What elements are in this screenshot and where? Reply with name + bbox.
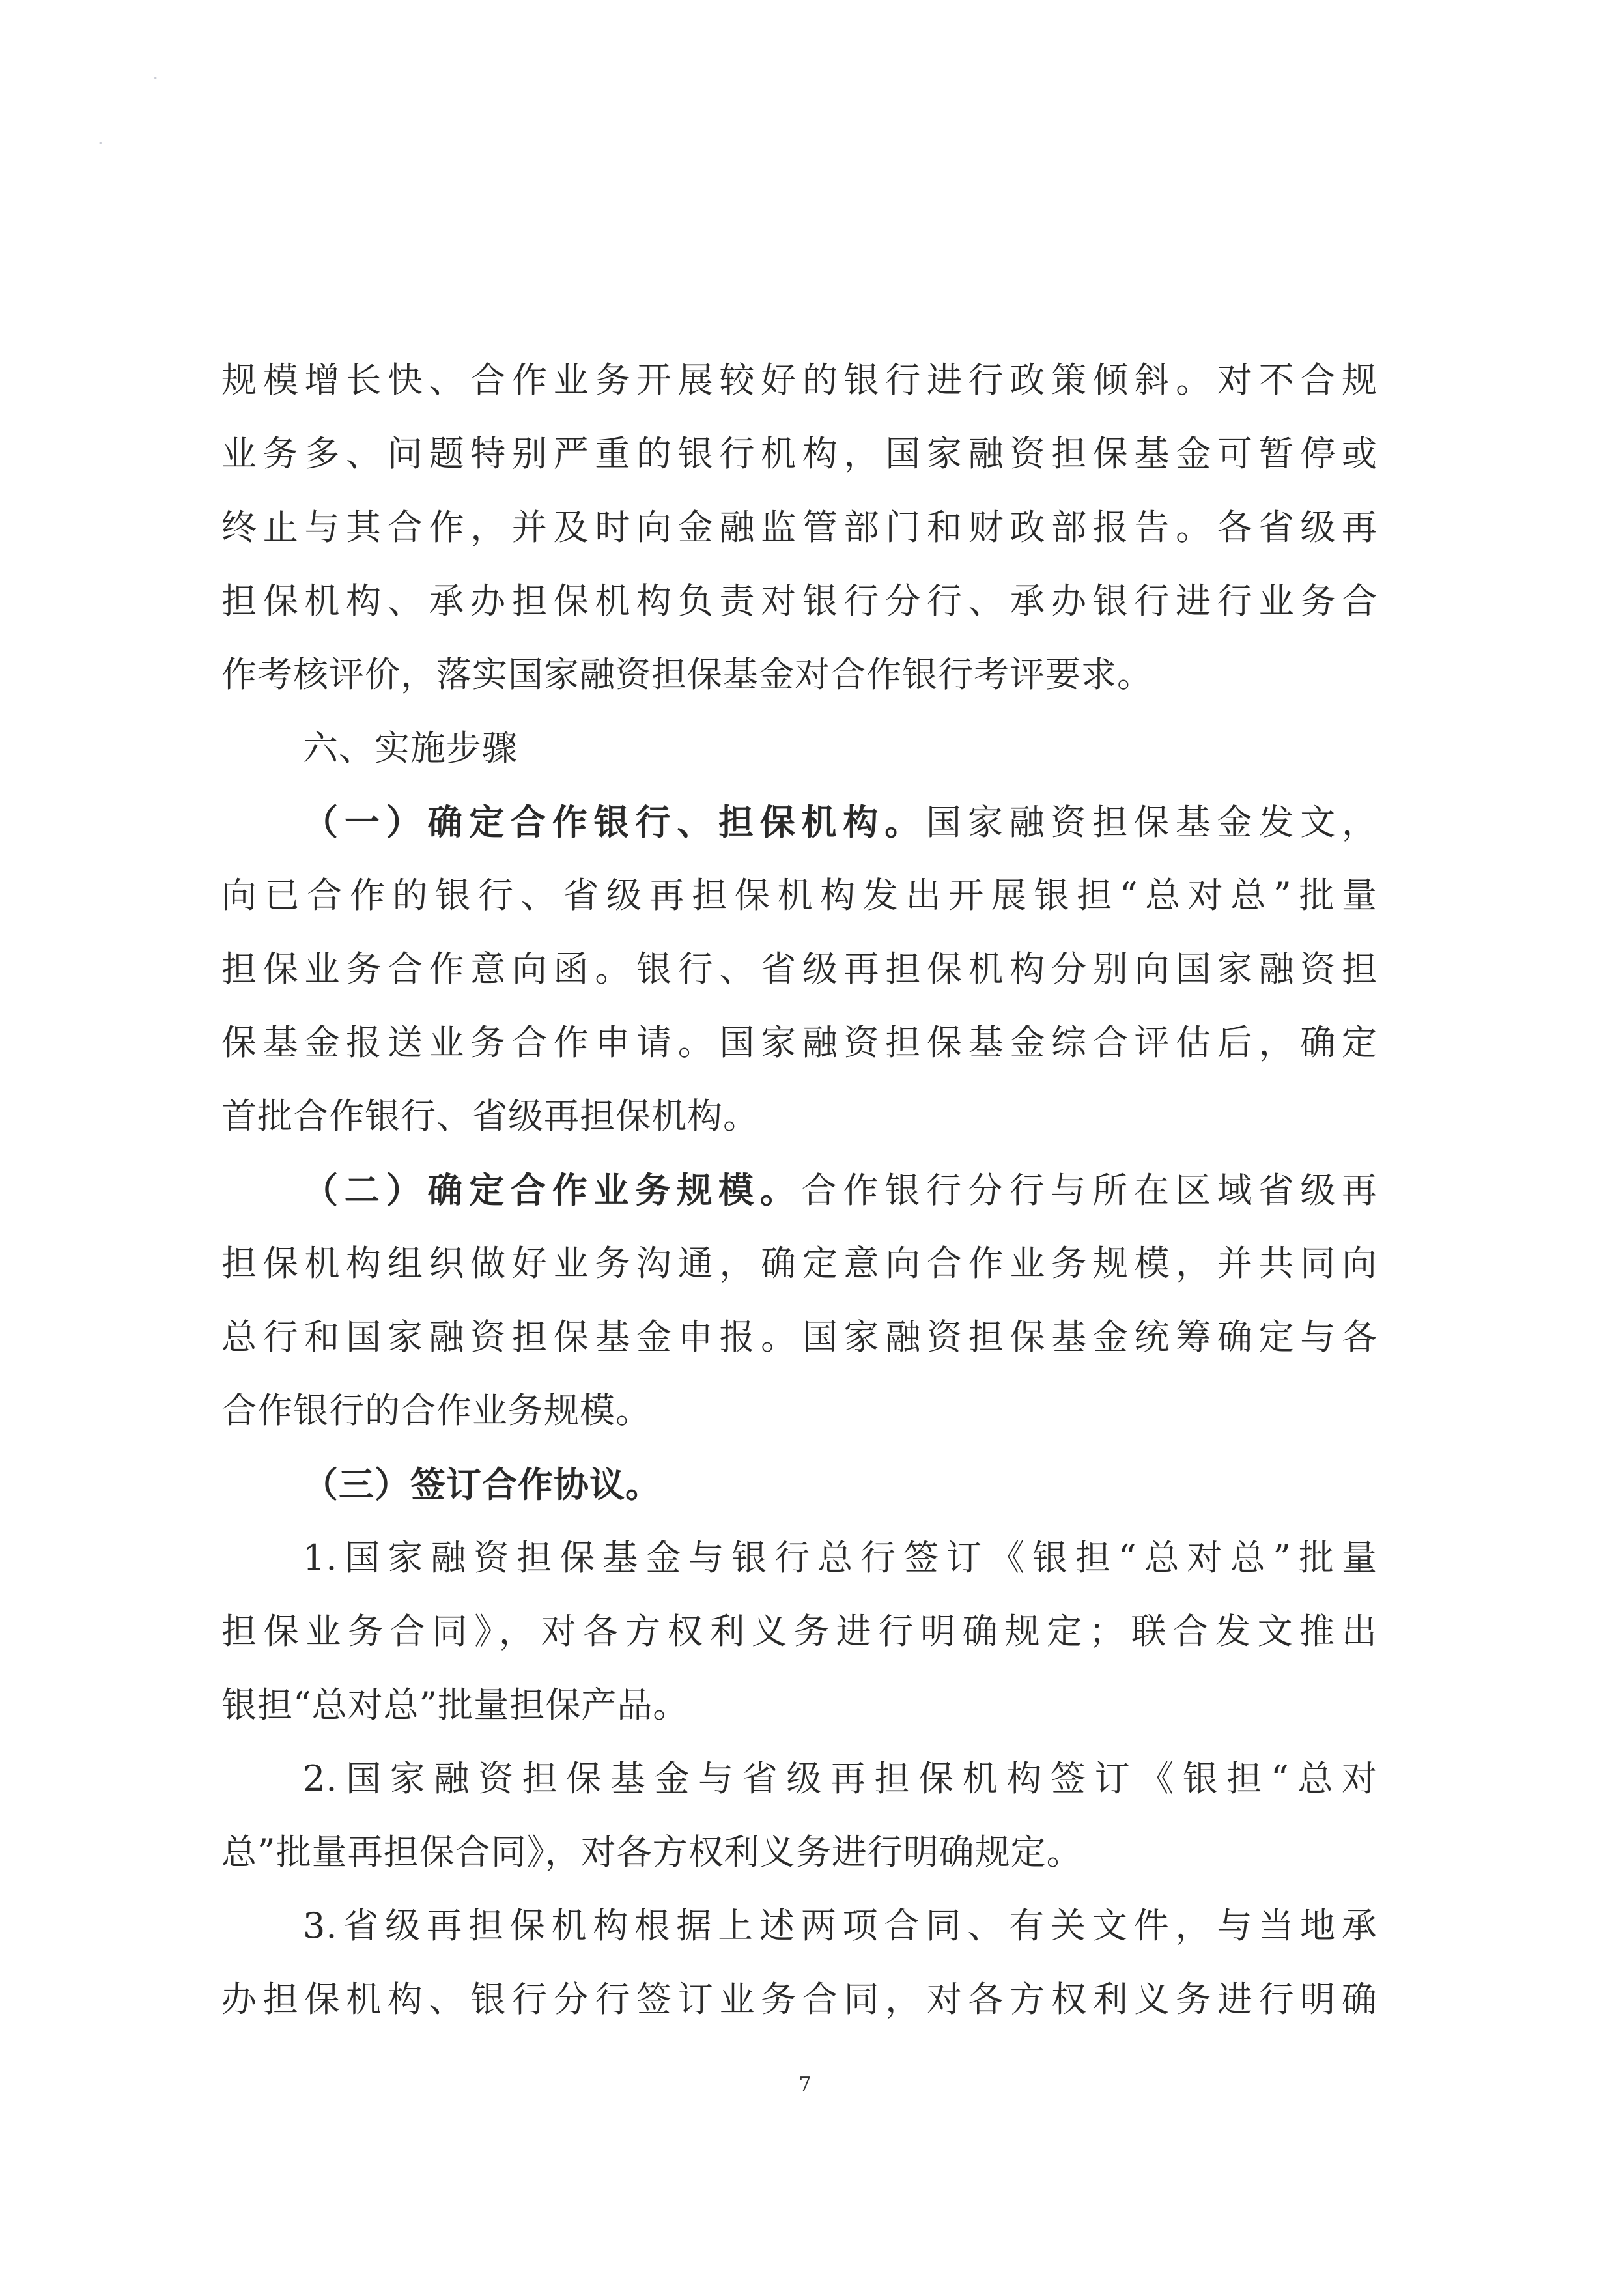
paragraph-line — [303, 801, 1377, 843]
paragraph-line: 向已合作的银行、省级再担保机构发出开展银担“总对总”批量 — [221, 875, 1377, 916]
paragraph-line: 总行和国家融资担保基金申报。国家融资担保基金统筹确定与各 — [221, 1316, 1377, 1357]
paragraph-line: 担保机构组织做好业务沟通，确定意向合作业务规模，并共同向 — [221, 1243, 1377, 1284]
paragraph-text: 国家融资担保基金发文， — [926, 802, 1377, 843]
list-item-line: 银担“总对总”批量担保产品。 — [221, 1684, 689, 1725]
scan-speck — [154, 77, 157, 79]
paragraph-line: 保基金报送业务合作申请。国家融资担保基金综合评估后，确定 — [221, 1022, 1377, 1063]
paragraph-line — [303, 1169, 1378, 1211]
scan-speck — [99, 142, 102, 144]
paragraph-line: 担保业务合作意向函。银行、省级再担保机构分别向国家融资担 — [221, 948, 1377, 989]
paragraph-line: 担保机构、承办担保机构负责对银行分行、承办银行进行业务合 — [221, 580, 1377, 621]
page-number: 7 — [798, 2073, 812, 2096]
subsection-heading: （二）确定合作业务规模。 — [303, 1169, 802, 1211]
subsection-heading: （三）签订合作协议。 — [303, 1464, 661, 1505]
paragraph-text: 合作银行分行与所在区域省级再 — [801, 1170, 1378, 1211]
list-item-line: 担保业务合同》，对各方权利义务进行明确规定；联合发文推出 — [221, 1611, 1377, 1652]
list-item-line: 3.省级再担保机构根据上述两项合同、有关文件，与当地承 — [303, 1905, 1377, 1946]
subsection-heading: （一）确定合作银行、担保机构。 — [303, 801, 926, 843]
list-item-line: 2.国家融资担保基金与省级再担保机构签订《银担“总对 — [303, 1758, 1377, 1799]
paragraph-line: 规模增长快、合作业务开展较好的银行进行政策倾斜。对不合规 — [221, 360, 1377, 401]
paragraph-line: 终止与其合作，并及时向金融监管部门和财政部报告。各省级再 — [221, 507, 1377, 548]
paragraph-line: 作考核评价，落实国家融资担保基金对合作银行考评要求。 — [221, 654, 1153, 695]
list-item-line: 办担保机构、银行分行签订业务合同，对各方权利义务进行明确 — [221, 1979, 1377, 2020]
paragraph-line: 合作银行的合作业务规模。 — [221, 1390, 651, 1431]
paragraph-line: 首批合作银行、省级再担保机构。 — [221, 1096, 759, 1137]
list-item-line: 总”批量再担保合同》，对各方权利义务进行明确规定。 — [221, 1832, 1082, 1873]
paragraph-line: 业务多、问题特别严重的银行机构，国家融资担保基金可暂停或 — [221, 433, 1377, 474]
list-item-line: 1.国家融资担保基金与银行总行签订《银担“总对总”批量 — [303, 1537, 1377, 1578]
section-heading: 六、实施步骤 — [303, 728, 518, 769]
